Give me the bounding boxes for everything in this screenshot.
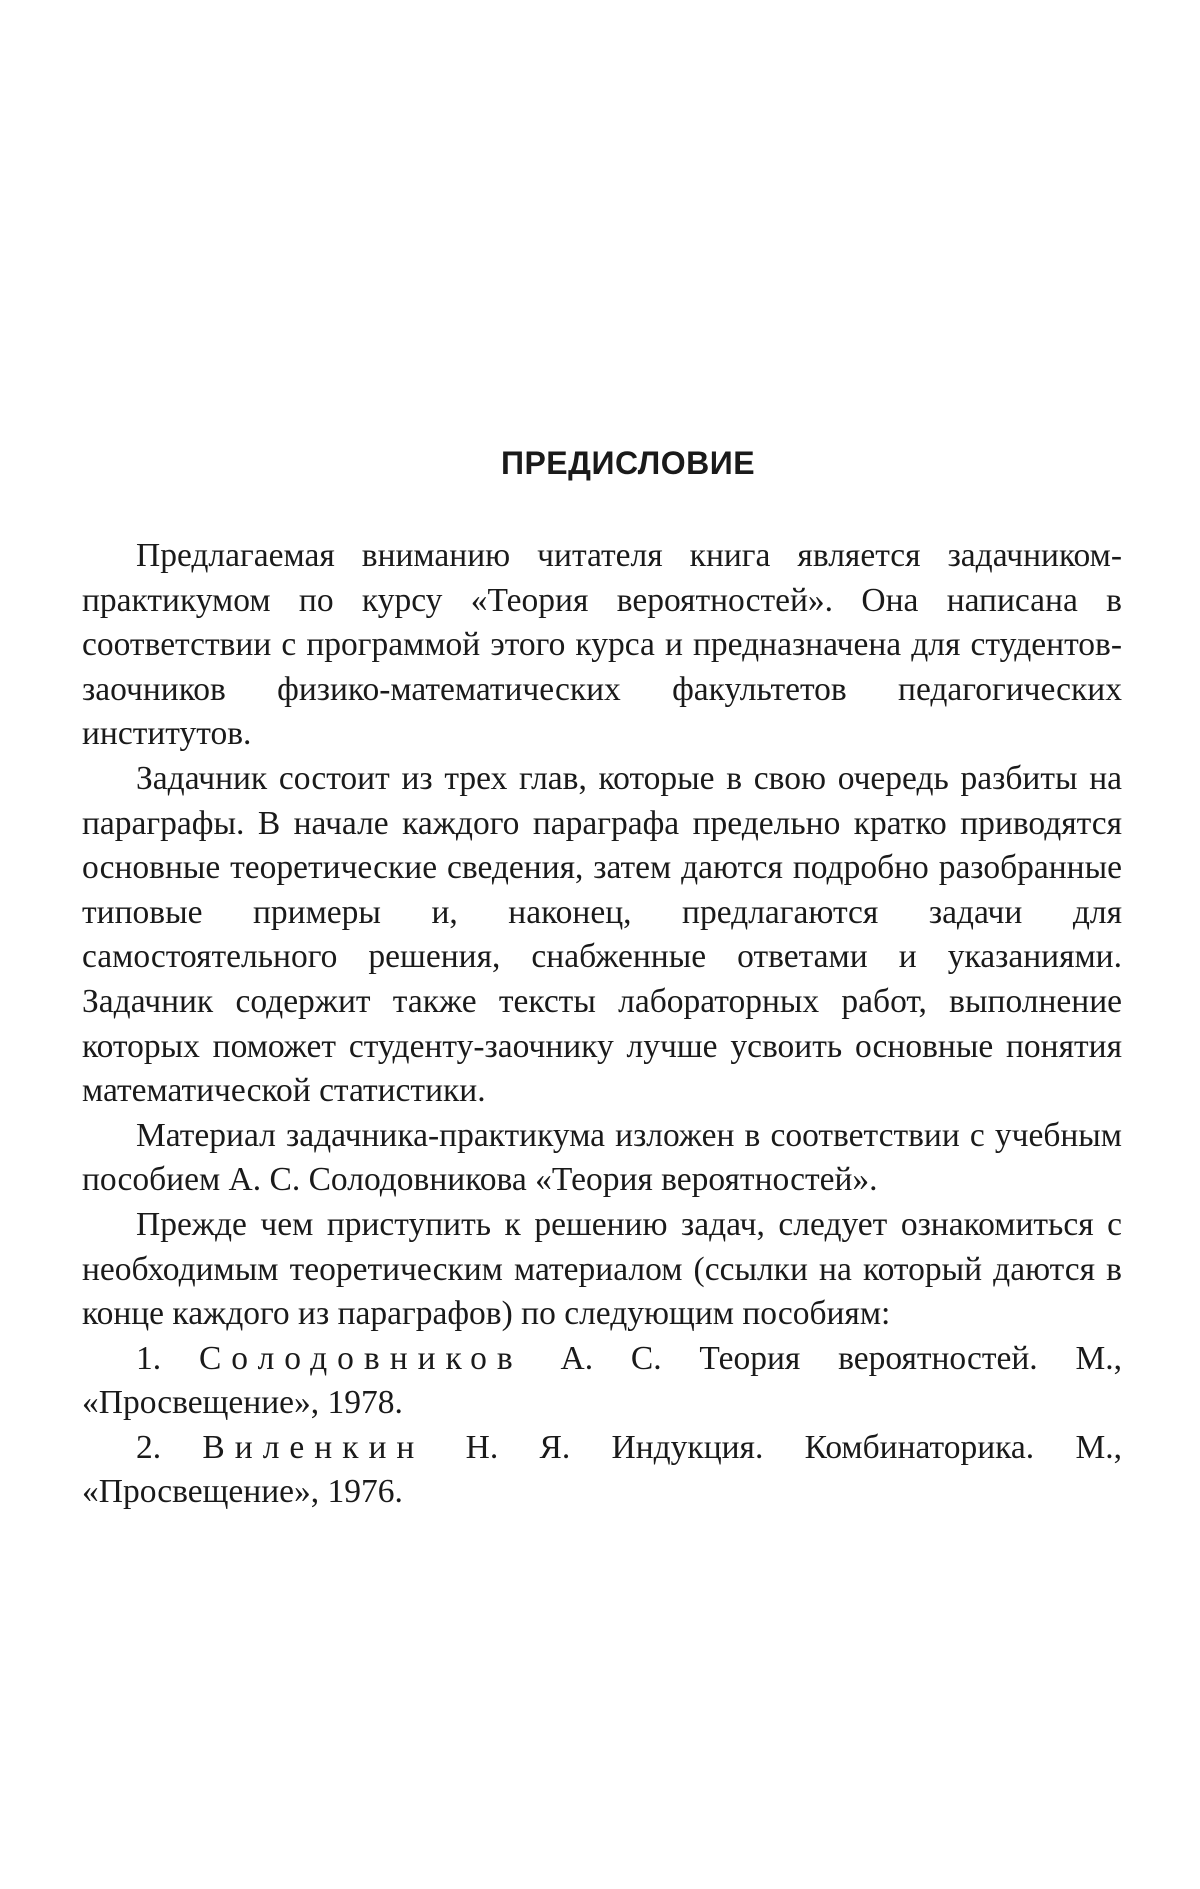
body-paragraph: Предлагаемая вниманию читателя книга является задачником-практикумом по курсу «Теория вероятностей». Она написана в соответствии с программой этого курса и предназначена для студентов-заочников физико-математических факультетов педагогических институтов.: [82, 537, 1122, 753]
reference-details: Н. Я. Индукция. Комбинаторика. М., «Просвещение», 1976.: [82, 1428, 1122, 1511]
reference-item: [82, 1426, 1122, 1515]
reference-number: 2.: [136, 1428, 162, 1466]
reference-author: Виленкин: [202, 1428, 425, 1466]
page-content: [82, 445, 1122, 1515]
body-paragraph: Задачник состоит из трех глав, которые в свою очередь разбиты на параграфы. В начале каждого параграфа предельно кратко приводятся основные теоретические сведения, затем даются подробно разобранные типовые примеры и, наконец, предлагаются задачи для самостоятельного решения, снабженные ответами и указаниями. Задачник содержит также тексты лабораторных работ, выполнение которых поможет студенту-заочнику лучше усвоить основные понятия математической статистики.: [82, 759, 1122, 1110]
reference-item: [82, 1337, 1122, 1426]
reference-author: Солодовников: [198, 1339, 523, 1377]
body-paragraph: Прежде чем приступить к решению задач, следует ознакомиться с необходимым теоретическим материалом (ссылки на который даются в конце каждого из параграфов) по следующим пособиям:: [82, 1205, 1122, 1333]
body-paragraph: Материал задачника-практикума изложен в соответствии с учебным пособием А. С. Солодовникова «Теория вероятностей».: [82, 1116, 1122, 1199]
reference-number: 1.: [136, 1339, 162, 1377]
reference-details: А. С. Теория вероятностей. М., «Просвещение», 1978.: [82, 1339, 1123, 1422]
page-title: ПРЕДИСЛОВИЕ: [500, 445, 756, 481]
